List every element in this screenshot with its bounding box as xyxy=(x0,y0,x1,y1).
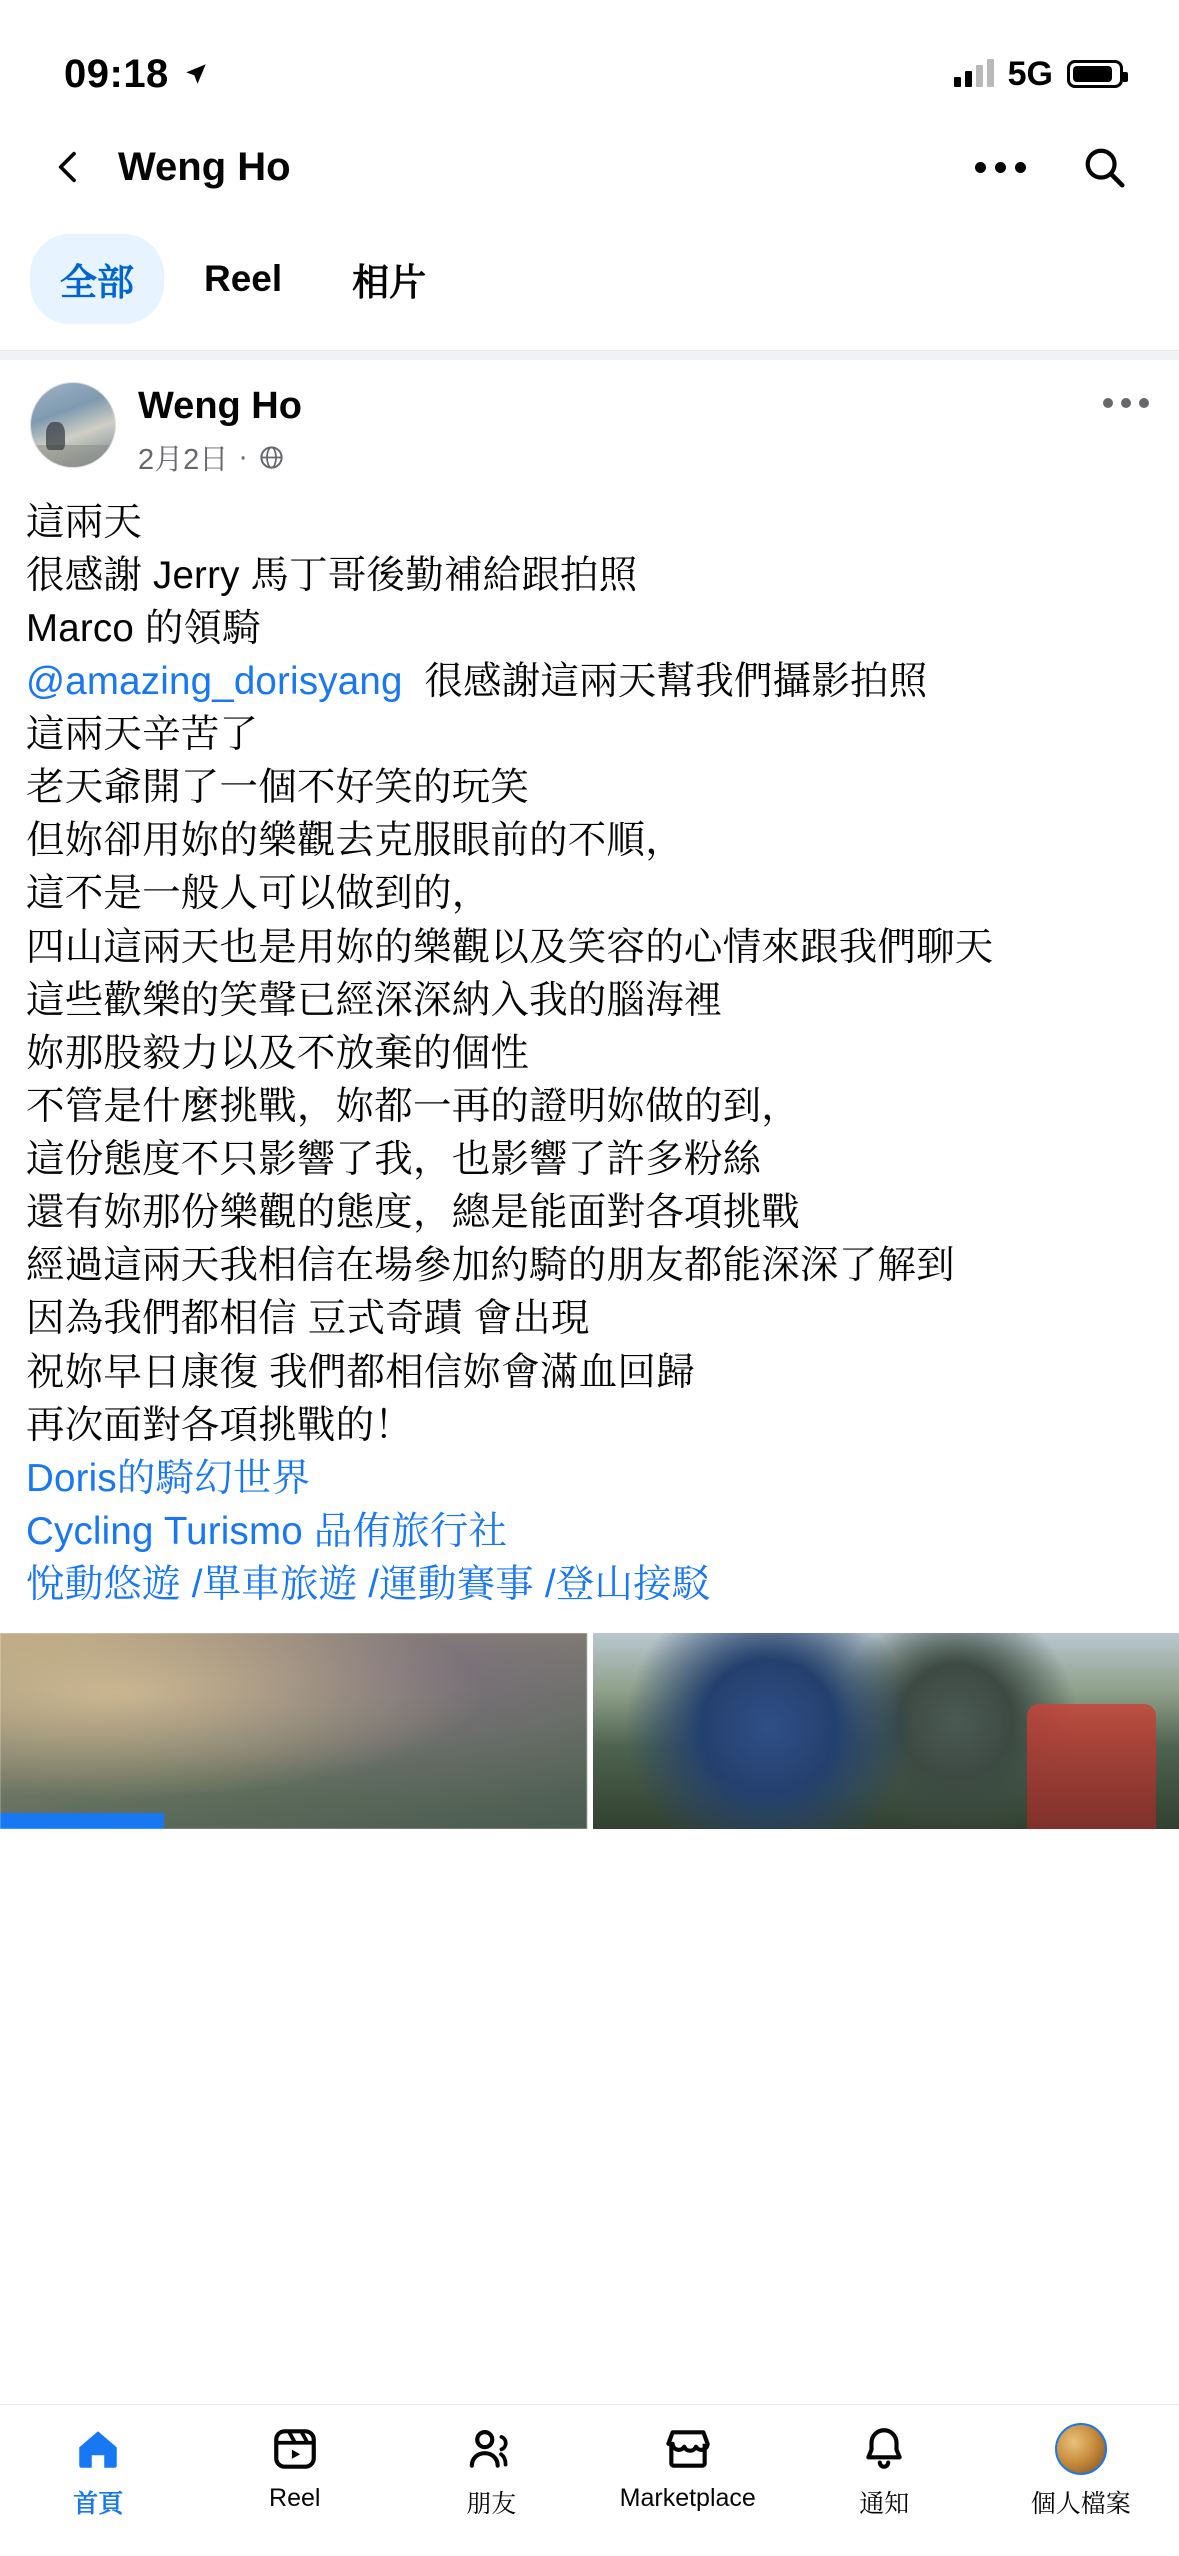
post-subline xyxy=(138,437,1103,478)
post-link[interactable]: Cycling Turismo 品侑旅行社 xyxy=(26,1509,508,1553)
mention-link[interactable]: @amazing_dorisyang xyxy=(26,659,403,703)
bottom-nav-reel-label: Reel xyxy=(269,2484,321,2512)
post-line: 老天爺開了一個不好笑的玩笑 xyxy=(26,766,530,810)
reels-icon xyxy=(270,2423,320,2475)
bottom-nav-notifications[interactable] xyxy=(786,2423,983,2520)
status-bar xyxy=(0,0,1179,112)
post-photo-grid xyxy=(0,1633,1179,1829)
post-line: Marco 的領騎 xyxy=(26,606,261,650)
marketplace-icon xyxy=(663,2423,713,2475)
post-header xyxy=(0,360,1179,486)
tab-reel[interactable]: Reel xyxy=(204,258,283,299)
post-line: 這兩天 xyxy=(26,500,143,544)
post-line: 這兩天辛苦了 xyxy=(26,713,259,757)
navigation-bar xyxy=(0,112,1179,222)
post-body xyxy=(0,486,1179,1612)
page-title: Weng Ho xyxy=(118,144,291,189)
bottom-nav-marketplace[interactable] xyxy=(590,2423,787,2513)
post-line: 四山這兩天也是用妳的樂觀以及笑容的心情來跟我們聊天 xyxy=(26,925,994,969)
battery-icon xyxy=(1067,60,1123,88)
post-line: 祝妳早日康復 我們都相信妳會滿血回歸 xyxy=(26,1350,695,1394)
post-line: 經過這兩天我相信在場參加約騎的朋友都能深深了解到 xyxy=(26,1244,955,1288)
post-meta xyxy=(138,382,1103,478)
post-line: 妳那股毅力以及不放棄的個性 xyxy=(26,1031,530,1075)
bottom-nav-home[interactable] xyxy=(0,2423,197,2520)
post-line: 這不是一般人可以做到的， xyxy=(26,872,491,916)
bottom-nav-friends-label: 朋友 xyxy=(466,2490,517,2518)
search-button[interactable] xyxy=(1069,132,1139,202)
post-line: 再次面對各項挑戰的！ xyxy=(26,1403,414,1447)
location-arrow-icon xyxy=(183,61,209,87)
profile-avatar-icon xyxy=(1055,2423,1107,2475)
post-line: 這份態度不只影響了我，也影響了許多粉絲 xyxy=(26,1138,762,1182)
network-label: 5G xyxy=(1007,54,1053,93)
bottom-nav-home-label: 首頁 xyxy=(73,2490,124,2518)
post-line: 不管是什麼挑戰，妳都一再的證明妳做的到， xyxy=(26,1084,801,1128)
post-line: 這些歡樂的笑聲已經深深納入我的腦海裡 xyxy=(26,978,723,1022)
tab-photos[interactable]: 相片 xyxy=(352,262,427,303)
avatar[interactable] xyxy=(30,382,116,468)
bottom-nav-notifications-label: 通知 xyxy=(859,2490,910,2518)
post-date: 2月2日 xyxy=(138,443,229,476)
post-photo-1[interactable] xyxy=(0,1633,587,1829)
post-line-mention xyxy=(26,655,1153,708)
more-options-button[interactable] xyxy=(965,132,1035,202)
post-photo-2[interactable] xyxy=(593,1633,1179,1829)
post-line-text: 很感謝這兩天幫我們攝影拍照 xyxy=(402,659,928,703)
post-line: 因為我們都相信 豆式奇蹟 會出現 xyxy=(26,1297,590,1341)
status-bar-right xyxy=(954,55,1123,94)
post-line: 但妳卻用妳的樂觀去克服眼前的不順， xyxy=(26,819,684,863)
home-icon xyxy=(73,2423,123,2475)
friends-icon xyxy=(466,2423,516,2475)
post-link[interactable]: Doris的騎幻世界 xyxy=(26,1456,311,1500)
post-menu-button[interactable] xyxy=(1103,382,1149,408)
signal-bars-icon xyxy=(954,61,994,87)
status-time: 09:18 xyxy=(64,51,169,96)
post-link[interactable]: 悅動悠遊 /單車旅遊 /運動賽事 /登山接駁 xyxy=(26,1563,711,1607)
bottom-navigation-bar xyxy=(0,2404,1179,2556)
post-line: 很感謝 Jerry 馬丁哥後勤補給跟拍照 xyxy=(26,553,638,597)
bell-icon xyxy=(859,2423,909,2475)
status-bar-left xyxy=(64,52,209,97)
bottom-nav-profile[interactable] xyxy=(983,2423,1179,2520)
globe-icon xyxy=(258,444,285,471)
bottom-nav-reel[interactable] xyxy=(197,2423,394,2513)
bottom-nav-marketplace-label: Marketplace xyxy=(619,2484,756,2512)
post-author-name[interactable]: Weng Ho xyxy=(138,385,302,427)
post-line: 還有妳那份樂觀的態度，總是能面對各項挑戰 xyxy=(26,1191,801,1235)
search-icon xyxy=(1081,144,1127,190)
tab-all[interactable]: 全部 xyxy=(30,234,164,324)
bottom-nav-profile-label: 個人檔案 xyxy=(1030,2490,1131,2518)
back-button[interactable] xyxy=(34,132,104,202)
chevron-left-icon xyxy=(49,147,89,187)
nav-actions xyxy=(965,132,1139,202)
section-divider xyxy=(0,350,1179,360)
bottom-nav-friends[interactable] xyxy=(393,2423,590,2520)
filter-tab-row xyxy=(0,222,1179,350)
post-separator: · xyxy=(238,440,248,473)
